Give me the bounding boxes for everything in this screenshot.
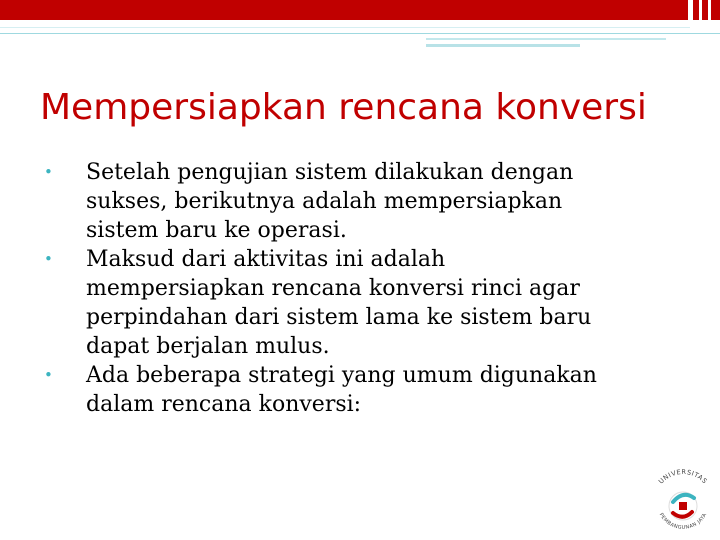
top-accent-stripe <box>711 0 720 20</box>
svg-text:UNIVERSITAS <box>657 468 709 486</box>
bullet-line: sukses, berikutnya adalah mempersiapkan <box>86 189 563 214</box>
decorative-line <box>0 27 690 28</box>
decorative-line <box>426 44 580 47</box>
decorative-line <box>426 38 666 40</box>
bullet-line: dalam rencana konversi: <box>86 392 362 417</box>
bullet-icon: • <box>44 366 53 384</box>
bullet-line: sistem baru ke operasi. <box>86 218 347 243</box>
bullet-item <box>40 361 660 419</box>
bullet-line: Maksud dari aktivitas ini adalah <box>86 247 446 272</box>
logo-text-bottom: PEMBANGUNAN JAYA <box>657 512 709 531</box>
bullet-icon: • <box>44 163 53 181</box>
decorative-line <box>0 33 720 34</box>
bullet-item <box>40 158 660 245</box>
bullet-line: perpindahan dari sistem lama ke sistem baru <box>86 305 592 330</box>
top-accent-band <box>0 0 688 20</box>
logo-text-top: UNIVERSITAS <box>657 467 710 486</box>
bullet-icon: • <box>44 250 53 268</box>
bullet-list <box>40 158 660 419</box>
top-accent-stripe <box>702 0 708 20</box>
bullet-line: Ada beberapa strategi yang umum digunakan <box>86 363 597 388</box>
slide-title: Mempersiapkan rencana konversi <box>40 87 647 128</box>
bullet-line: Setelah pengujian sistem dilakukan dengan <box>86 160 574 185</box>
bullet-line: dapat berjalan mulus. <box>86 334 330 359</box>
bullet-item <box>40 245 660 361</box>
university-logo <box>646 458 720 540</box>
top-accent-stripe <box>693 0 699 20</box>
university-logo-icon <box>646 458 720 540</box>
bullet-line: mempersiapkan rencana konversi rinci agar <box>86 276 580 301</box>
